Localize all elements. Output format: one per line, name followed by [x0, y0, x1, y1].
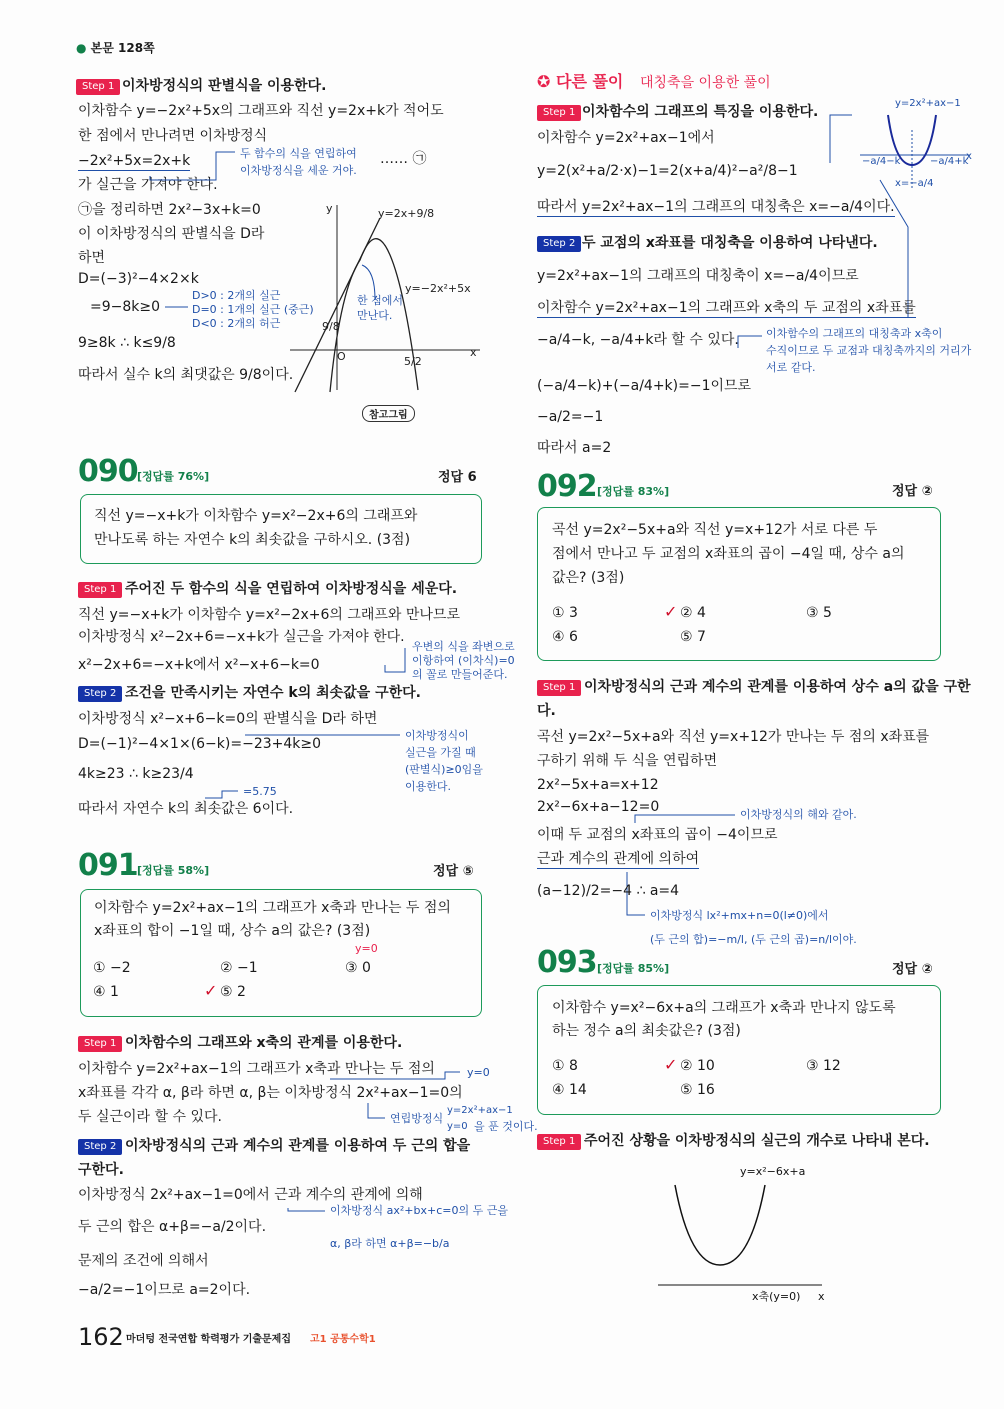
- text-line: 이차함수 y=2x²+ax−1에서: [537, 130, 715, 146]
- question-line: 직선 y=−x+k가 이차함수 y=x²−2x+6의 그래프와: [94, 508, 418, 524]
- annotation: (판별식)≥0임을: [405, 763, 483, 776]
- reference-figure-badge: 참고그림: [362, 405, 415, 422]
- alt-title: 다른 풀이: [555, 72, 624, 91]
- text-line: 한 점에서 만나려면 이차방정식: [78, 128, 268, 144]
- text-line: 따라서 a=2: [537, 440, 612, 456]
- text-line: =9−8k≥0: [90, 299, 161, 315]
- answer: 정답 ②: [892, 962, 933, 977]
- curve-label: y=−2x²+5x: [405, 282, 471, 295]
- text-line: D=(−1)²−4×1×(6−k)=−23+4k≥0: [78, 736, 322, 752]
- annotation: =5.75: [243, 785, 277, 798]
- text-line: −a/4−k, −a/4+k라 할 수 있다.: [537, 332, 739, 348]
- accuracy-rate: [정답률 76%]: [137, 470, 210, 483]
- question-line: 이차함수 y=2x²+ax−1의 그래프가 x축과 만나는 두 점의: [94, 900, 451, 916]
- choice-1[interactable]: ① 3: [552, 605, 578, 621]
- annotation: 이차방정식의 해와 같아.: [740, 808, 857, 821]
- problem-number: 093: [537, 945, 597, 980]
- accuracy-rate: [정답률 58%]: [137, 864, 210, 877]
- text-line: 구하기 위해 두 식을 연립하면: [537, 753, 718, 769]
- step1-badge: Step 1: [537, 105, 581, 121]
- text-line: 2x²−6x+a−12=0: [537, 799, 660, 815]
- star-icon: ✪: [537, 72, 551, 91]
- choice-2[interactable]: ② −1: [220, 960, 258, 976]
- annotation: 서로 같다.: [766, 361, 816, 374]
- text-line: 이차함수 y=−2x²+5x의 그래프와 직선 y=2x+k가 적어도: [78, 103, 444, 119]
- text-line: 이차함수 y=2x²+ax−1의 그래프와 x축의 두 교점의 x좌표를: [537, 300, 916, 316]
- text-line: 이차방정식 2x²+ax−1=0에서 근과 계수의 관계에 의해: [78, 1187, 423, 1203]
- annotation: 수직이므로 두 교점과 대칭축까지의 거리가: [766, 344, 972, 357]
- text-line: 직선 y=−x+k가 이차함수 y=x²−2x+6의 그래프와 만나므로: [78, 607, 460, 623]
- text-line: 이차방정식 x²−2x+6=−x+k가 실근을 가져야 한다.: [78, 629, 405, 645]
- choice-3[interactable]: ③ 0: [345, 960, 371, 976]
- check-mark-icon: ✓: [204, 981, 218, 1000]
- step1-badge: Step 1: [537, 680, 581, 696]
- choice-4[interactable]: ④ 1: [93, 984, 119, 1000]
- graph-093: [650, 1180, 830, 1300]
- choice-2[interactable]: ② 4: [680, 605, 706, 621]
- text-line: (−a/4−k)+(−a/4+k)=−1이므로: [537, 378, 752, 394]
- annotation: 연립방정식: [390, 1112, 444, 1125]
- annotation: D>0 : 2개의 실근: [192, 289, 281, 302]
- page-ref-text: 본문 128쪽: [90, 41, 155, 55]
- annotation: y=0: [447, 1121, 468, 1132]
- choice-5[interactable]: ⑤ 2: [220, 984, 246, 1000]
- problem-number: 090: [78, 454, 138, 489]
- text-line: 9≥8k ∴ k≤9/8: [78, 335, 176, 351]
- question-line: 곡선 y=2x²−5x+a와 직선 y=x+12가 서로 다른 두: [552, 522, 878, 538]
- annotation: D<0 : 2개의 허근: [192, 317, 281, 330]
- choice-3[interactable]: ③ 5: [806, 605, 832, 621]
- text-line: 따라서 실수 k의 최댓값은 9/8이다.: [78, 367, 294, 383]
- step1-badge: Step 1: [537, 1134, 581, 1150]
- text-line: 따라서 자연수 k의 최솟값은 6이다.: [78, 801, 294, 817]
- origin-label: O: [337, 350, 346, 363]
- text-line: 하면: [78, 250, 106, 266]
- step-title: 이차방정식의 판별식을 이용한다.: [122, 78, 327, 94]
- right-root-label: −a/4+k: [930, 156, 969, 167]
- answer: 정답 ②: [892, 484, 933, 499]
- step-title: 조건을 만족시키는 자연수 k의 최솟값을 구한다.: [125, 685, 421, 701]
- annotation: 이차방정식이: [405, 729, 469, 742]
- text-line: 이차방정식 x²−x+6−k=0의 판별식을 D라 하면: [78, 711, 378, 727]
- hint: y=0: [355, 942, 378, 955]
- annotation: y=0: [467, 1066, 490, 1079]
- annotation: 을 푼 것이다.: [474, 1120, 538, 1133]
- line-label: y=2x+9/8: [378, 207, 435, 220]
- meet-label: 한 점에서: [357, 294, 404, 307]
- annotation: 이항하여 (이차식)=0: [412, 654, 515, 667]
- annotation: (두 근의 합)=−m/l, (두 근의 곱)=n/l이야.: [650, 933, 857, 946]
- text-line: 따라서 y=2x²+ax−1의 그래프의 대칭축은 x=−a/4이다.: [537, 199, 895, 215]
- problem-number: 091: [78, 848, 138, 883]
- check-mark-icon: ✓: [664, 602, 678, 621]
- question-line: 점에서 만나고 두 교점의 x좌표의 곱이 −4일 때, 상수 a의: [552, 546, 905, 562]
- choice-3[interactable]: ③ 12: [806, 1058, 841, 1074]
- text-line: 문제의 조건에 의해서: [78, 1253, 209, 1269]
- curve-label: y=2x²+ax−1: [895, 98, 961, 109]
- text-line: 두 근의 합은 α+β=−a/2이다.: [78, 1219, 267, 1235]
- x-label: x: [818, 1290, 825, 1303]
- choice-4[interactable]: ④ 6: [552, 629, 578, 645]
- parabola: [675, 1185, 765, 1265]
- step2-badge: Step 2: [78, 686, 122, 702]
- x-label: x: [966, 151, 972, 162]
- question-box: [80, 494, 482, 564]
- text-line: −a/2=−1이므로 a=2이다.: [78, 1282, 251, 1298]
- choice-4[interactable]: ④ 14: [552, 1082, 587, 1098]
- meet-label: 만난다.: [357, 309, 393, 322]
- annotation: 이차방정식을 세운 거야.: [240, 164, 357, 177]
- question-line: 이차함수 y=x²−6x+a의 그래프가 x축과 만나지 않도록: [552, 1000, 896, 1016]
- text-line: −a/2=−1: [537, 409, 604, 425]
- equation-mark: …… ㉠: [380, 151, 427, 167]
- answer: 정답 6: [438, 470, 477, 485]
- alt-solution-title: [537, 73, 623, 91]
- question-line: 값은? (3점): [552, 570, 625, 586]
- step-title: 이차방정식의 근과 계수의 관계를 이용하여 두 근의 합을: [125, 1138, 471, 1154]
- step-title-cont: 구한다.: [78, 1162, 124, 1178]
- text-line: −2x²+5x=2x+k: [78, 153, 191, 169]
- circle-icon: ●: [76, 41, 87, 55]
- annotation: 이용한다.: [405, 780, 452, 793]
- x-label: x: [470, 346, 477, 359]
- annotation: 의 꼴로 만들어준다.: [412, 668, 508, 681]
- alt-subtitle: 대칭축을 이용한 풀이: [640, 75, 771, 91]
- curve-label: y=x²−6x+a: [740, 1165, 806, 1178]
- problem-number: 092: [537, 469, 597, 504]
- choice-5[interactable]: ⑤ 7: [680, 629, 706, 645]
- axis-label: x=−a/4: [895, 178, 934, 189]
- step2-badge: Step 2: [537, 236, 581, 252]
- step-title: 주어진 두 함수의 식을 연립하여 이차방정식을 세운다.: [125, 581, 458, 597]
- x-intercept-label: 5/2: [404, 355, 422, 368]
- question-line: 만나도록 하는 자연수 k의 최솟값을 구하시오. (3점): [94, 532, 411, 548]
- axis-label: x축(y=0): [752, 1290, 801, 1303]
- step1-badge: Step 1: [78, 582, 122, 598]
- book-grade: 고1 공통수학1: [310, 1334, 376, 1345]
- answer: 정답 ⑤: [433, 864, 474, 879]
- text-line: 이때 두 교점의 x좌표의 곱이 −4이므로: [537, 827, 778, 843]
- check-mark-icon: ✓: [664, 1055, 678, 1074]
- question-line: x좌표의 합이 −1일 때, 상수 a의 값은? (3점): [94, 923, 371, 939]
- annotation: 두 함수의 식을 연립하여: [240, 147, 357, 160]
- step-title-cont: 다.: [537, 703, 556, 719]
- text-line: 두 실근이라 할 수 있다.: [78, 1109, 222, 1125]
- annotation: 이차방정식 lx²+mx+n=0(l≠0)에서: [650, 909, 829, 922]
- step2-badge: Step 2: [78, 1139, 122, 1155]
- annotation: y=2x²+ax−1: [447, 1105, 513, 1116]
- step-title: 주어진 상황을 이차방정식의 실근의 개수로 나타내 본다.: [584, 1133, 930, 1149]
- text-line: y=2(x²+a/2·x)−1=2(x+a/4)²−a²/8−1: [537, 163, 798, 179]
- text-line: D=(−3)²−4×2×k: [78, 271, 199, 287]
- left-root-label: −a/4−k: [862, 156, 901, 167]
- accuracy-rate: [정답률 85%]: [597, 962, 670, 975]
- step-title: 이차함수의 그래프와 x축의 관계를 이용한다.: [125, 1035, 403, 1051]
- choice-5[interactable]: ⑤ 16: [680, 1082, 715, 1098]
- text-line: 2x²−5x+a=x+12: [537, 777, 659, 793]
- step-title: 이차함수의 그래프의 특징을 이용한다.: [582, 104, 819, 120]
- accuracy-rate: [정답률 83%]: [597, 485, 670, 498]
- text-line: x좌표를 각각 α, β라 하면 α, β는 이차방정식 2x²+ax−1=0의: [78, 1085, 463, 1101]
- step-title: 두 교점의 x좌표를 대칭축을 이용하여 나타낸다.: [582, 235, 878, 251]
- text-line: 가 실근을 가져야 한다.: [78, 177, 218, 193]
- choice-2[interactable]: ② 10: [680, 1058, 715, 1074]
- y-label: y: [326, 202, 333, 215]
- choice-1[interactable]: ① 8: [552, 1058, 578, 1074]
- text-line: 4k≥23 ∴ k≥23/4: [78, 766, 194, 782]
- question-line: 하는 정수 a의 최솟값은? (3점): [552, 1023, 741, 1039]
- book-title: 마더텅 전국연합 학력평가 기출문제집: [126, 1334, 292, 1345]
- text-line: 이 이차방정식의 판별식을 D라: [78, 226, 265, 242]
- y-intercept-label: 9/8: [322, 320, 340, 333]
- step1-badge: Step 1: [76, 79, 120, 95]
- annotation: 이차함수의 그래프의 대칭축과 x축이: [766, 327, 943, 340]
- annotation: 이차방정식 ax²+bx+c=0의 두 근을: [330, 1204, 508, 1217]
- step-title: 이차방정식의 근과 계수의 관계를 이용하여 상수 a의 값을 구한: [584, 679, 971, 695]
- annotation: 실근을 가질 때: [405, 746, 476, 759]
- text-line: y=2x²+ax−1의 그래프의 대칭축이 x=−a/4이므로: [537, 268, 859, 284]
- step1-badge: Step 1: [78, 1036, 122, 1052]
- text-line: 근과 계수의 관계에 의하여: [537, 851, 700, 867]
- page-number: 162: [78, 1323, 124, 1351]
- text-line: x²−2x+6=−x+k에서 x²−x+6−k=0: [78, 657, 320, 673]
- text-line: 이차함수 y=2x²+ax−1의 그래프가 x축과 만나는 두 점의: [78, 1061, 435, 1077]
- annotation: D=0 : 1개의 실근 (중근): [192, 303, 314, 316]
- annotation: α, β라 하면 α+β=−b/a: [330, 1237, 450, 1250]
- annotation: 우변의 식을 좌변으로: [412, 640, 515, 653]
- text-line: (a−12)/2=−4 ∴ a=4: [537, 883, 680, 899]
- text-line: ㉠을 정리하면 2x²−3x+k=0: [78, 202, 261, 218]
- choice-1[interactable]: ① −2: [93, 960, 131, 976]
- text-line: 곡선 y=2x²−5x+a와 직선 y=x+12가 만나는 두 점의 x좌표를: [537, 729, 930, 745]
